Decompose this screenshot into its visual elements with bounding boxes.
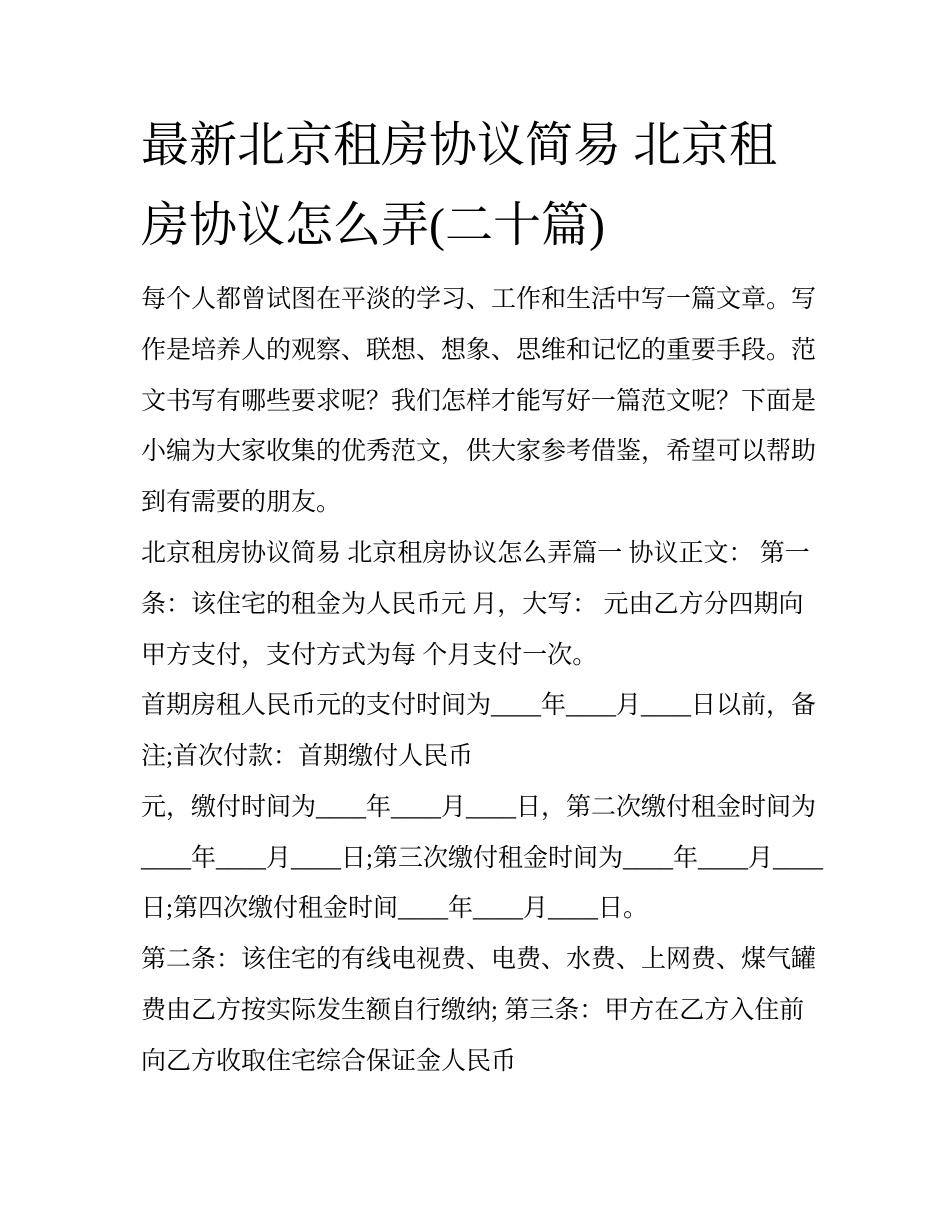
body-line-2: 作是培养人的观察、联想、想象、思维和记忆的重要手段。范 (141, 337, 817, 364)
body-line-16: 向乙方收取住宅综合保证金人民币 (141, 1048, 517, 1075)
body-line-12: ____年____月____日;第三次缴付租金时间为____年____月____ (141, 845, 823, 872)
body-line-9: 首期房租人民币元的支付时间为____年____月____日以前，备 (141, 692, 817, 719)
body-line-7: 条：该住宅的租金为人民币元 月，大写： 元由乙方分四期向 (141, 591, 804, 618)
body-line-5: 到有需要的朋友。 (141, 489, 342, 516)
document-title-line-1: 最新北京租房协议简易 北京租 (141, 119, 778, 172)
body-line-4: 小编为大家收集的优秀范文，供大家参考借鉴，希望可以帮助 (141, 438, 817, 465)
body-line-1: 每个人都曾试图在平淡的学习、工作和生活中写一篇文章。写 (141, 286, 817, 313)
body-line-11: 元，缴付时间为____年____月____日，第二次缴付租金时间为 (141, 794, 817, 821)
body-line-10: 注;首次付款：首期缴付人民币 (141, 743, 473, 770)
document-title-line-2: 房协议怎么弄(二十篇) (141, 199, 605, 252)
body-line-14: 第二条：该住宅的有线电视费、电费、水费、上网费、煤气罐 (141, 946, 817, 973)
body-line-13: 日;第四次缴付租金时间____年____月____日。 (141, 895, 648, 922)
body-line-6: 北京租房协议简易 北京租房协议怎么弄篇一 协议正文： 第一 (141, 540, 810, 567)
body-line-3: 文书写有哪些要求呢？我们怎样才能写好一篇范文呢？下面是 (141, 388, 817, 415)
body-line-8: 甲方支付，支付方式为每 个月支付一次。 (141, 642, 598, 669)
body-line-15: 费由乙方按实际发生额自行缴纳; 第三条：甲方在乙方入住前 (141, 997, 805, 1024)
